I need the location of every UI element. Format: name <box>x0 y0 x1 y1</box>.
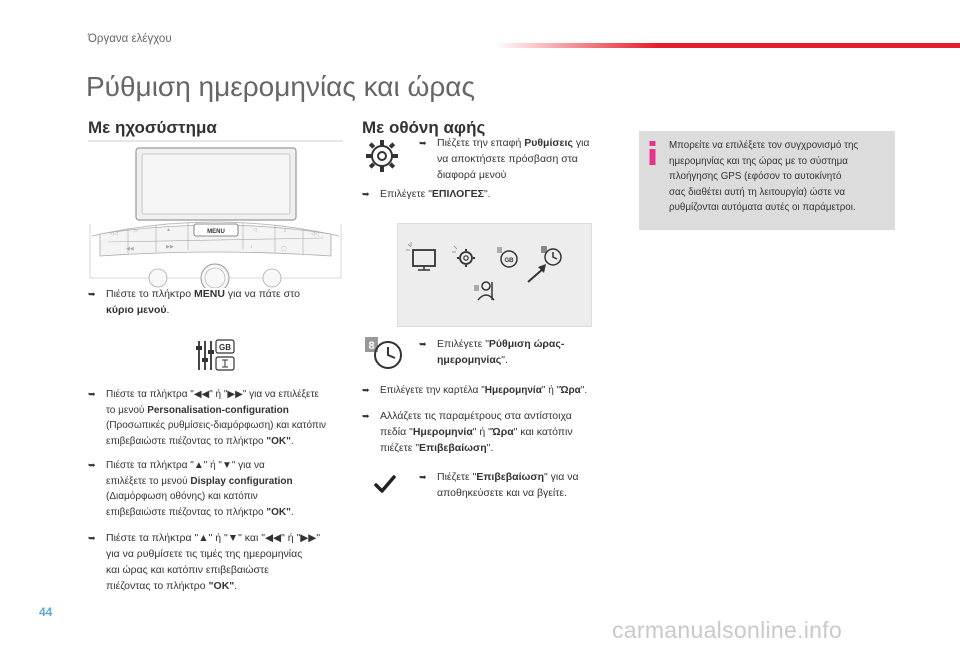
gear-option-icon <box>452 246 475 267</box>
section-label: Όργανα ελέγχου <box>88 33 172 45</box>
svg-text:GB: GB <box>504 258 514 264</box>
header-accent-bar <box>495 43 960 48</box>
menu-key-label: MENU <box>207 229 225 235</box>
bullet-arrow-icon: ➥ <box>88 289 96 299</box>
step-change-parameters: ➥ Αλλάζετε τις παραμέτρους στα αντίστοιχα πεδία "Ημερομηνία" ή "Ώρα" και κατόπιν πιέζετε "Επιβεβαίωση". <box>362 410 573 454</box>
bullet-arrow-icon: ➥ <box>88 460 96 470</box>
settings-sliders-icon <box>193 338 237 372</box>
bullet-arrow-icon: ➥ <box>88 533 96 543</box>
bullet-arrow-icon: ➥ <box>419 138 427 148</box>
step-display-configuration: ➥ Πιέστε τα πλήκτρα "▲" ή "▼" για να επιλέξετε το μενού Display configuration (Διαμόρφωση οθόνης) και κατόπιν επιβεβαιώστε πιέζοντας το πλήκτρο "OK". <box>88 460 294 518</box>
step-select-options: ➥ Επιλέγετε "ΕΠΙΛΟΓΕΣ". <box>362 188 491 200</box>
step-menu-key: ➥ Πιέστε το πλήκτρο MENU για να πάτε στο κύριο μενού. <box>88 288 300 316</box>
touchscreen-illustration <box>397 223 592 327</box>
bullet-arrow-icon: ➥ <box>362 385 370 395</box>
heading-touchscreen: Με οθόνη αφής <box>362 118 486 137</box>
language-option-icon <box>497 247 517 267</box>
user-profile-option-icon <box>474 282 494 300</box>
bullet-arrow-icon: ➥ <box>88 389 96 399</box>
step-press-confirm: ➥ Πιέζετε "Επιβεβαίωση" για να αποθηκεύσετε και να βγείτε. <box>419 471 579 499</box>
watermark: carmanualsonline.info <box>612 617 843 643</box>
heading-audio-system: Με ηχοσύστημα <box>88 118 217 137</box>
bullet-arrow-icon: ➥ <box>362 411 370 421</box>
clock-option-icon <box>541 246 561 265</box>
bullet-arrow-icon: ➥ <box>419 472 427 482</box>
svg-text:▲: ▲ <box>166 227 171 233</box>
bullet-arrow-icon: ➥ <box>362 189 370 199</box>
svg-text:♫: ♫ <box>283 228 287 234</box>
svg-text:◀◀: ◀◀ <box>126 246 134 252</box>
svg-text:▶▶: ▶▶ <box>166 244 174 250</box>
pointer-arrow-icon <box>528 264 546 282</box>
page-number: 44 <box>39 605 53 619</box>
svg-text:8: 8 <box>368 340 375 352</box>
checkmark-icon <box>374 474 396 494</box>
step-press-settings: ➥ Πιέζετε την επαφή Ρυθμίσεις για να αποκτήσετε πρόσβαση στα διαφορά μενού <box>419 137 590 181</box>
step-select-time-date: ➥ Επιλέγετε "Ρύθμιση ώρας- ημερομηνίας". <box>419 338 565 366</box>
svg-text:◁◁: ◁◁ <box>311 231 319 237</box>
dashboard-illustration <box>88 138 343 288</box>
page-title: Ρύθμιση ημερομηνίας και ώρας <box>86 71 475 102</box>
svg-text:▷: ▷ <box>134 228 138 234</box>
step-select-tab: ➥ Επιλέγετε την καρτέλα "Ημερομηνία" ή "Ώρα". <box>362 383 632 399</box>
svg-text:◯: ◯ <box>281 246 287 252</box>
clock-badge-icon <box>364 336 406 370</box>
step-personalisation-menu: ➥ Πιέστε τα πλήκτρα "◀◀" ή "▶▶" για να επιλέξετε το μενού Personalisation-configuration (Προσωπικές ρυθμίσεις-διαμόρφωση) και κατόπιν επιβεβαιώστε πιέζοντας το πλήκτρο "OK". <box>88 389 327 447</box>
svg-text:♪: ♪ <box>250 244 253 250</box>
info-text: Μπορείτε να επιλέξετε τον συγχρονισμό της ημερομηνίας και της ώρας με το σύστημα πλοήγησης GPS (εφόσον το αυτοκίνητό σας διαθέτει αυτή τη λειτουργία) ώστε να ρυθμίζονται αυτόματα αυτές οι παράμετροι. <box>669 140 859 214</box>
svg-text:◁: ◁ <box>253 227 257 233</box>
display-settings-icon <box>406 242 435 270</box>
step-adjust-values: ➥ Πιέστε τα πλήκτρα "▲" ή "▼" και "◀◀" ή "▶▶" για να ρυθμίσετε τις τιμές της ημερομηνίας και ώρας και κατόπιν επιβεβαιώστε πιέζοντας το πλήκτρο "OK". <box>88 532 321 592</box>
bullet-arrow-icon: ➥ <box>419 339 427 349</box>
settings-gear-icon <box>365 139 399 173</box>
info-icon <box>648 141 658 165</box>
svg-text:GB: GB <box>219 343 231 352</box>
svg-text:◁◁: ◁◁ <box>110 231 118 237</box>
